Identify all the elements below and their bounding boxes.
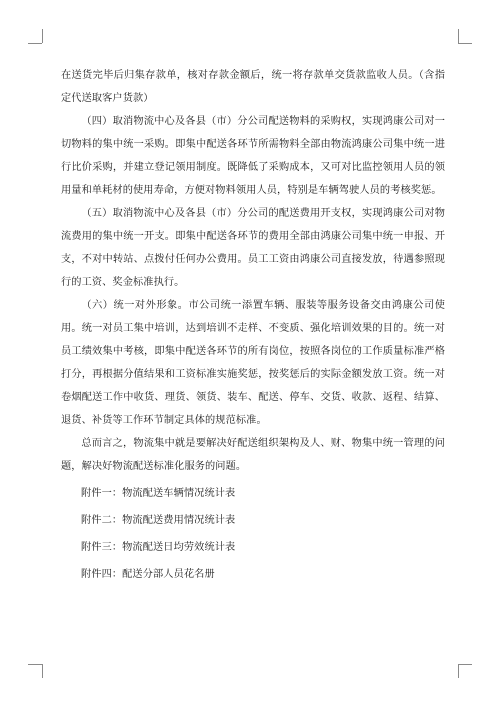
crop-mark-top-right-v (458, 29, 459, 43)
document-body (61, 64, 445, 586)
paragraph-section-five: （五）取消物流中心及各县（市）分公司的配送费用开支权，实现鸿康公司对物流费用的集中统一开支。即集中配送各环节的费用全部由鸿康公司集中统一申报、开支，不对中转站、点拨付任何办公费用。员工工资由鸿康公司直接发放，待遇参照现行的工资、奖金标准执行。 (61, 208, 445, 288)
attachment-item: 附件一：物流配送车辆情况统计表 (81, 488, 236, 499)
crop-mark-top-right-h (458, 43, 472, 44)
attachment-item: 附件二：物流配送费用情况统计表 (81, 515, 236, 526)
paragraph-section-four: （四）取消物流中心及各县（市）分公司配送物料的采购权，实现鸿康公司对一切物料的集中统一采购。即集中配送各环节所需物料全部由物流鸿康公司集中统一进行比价采购，并建立登记领用制度。既降低了采购成本，又可对比监控领用人员的领用量和单耗材的使用寿命，方便对物料领用人员，特别是车辆驾驶人员的考核奖惩。 (61, 116, 445, 196)
crop-mark-bottom-left-h (28, 664, 42, 665)
paragraph-summary: 总而言之，物流集中就是要解决好配送组织架构及人、财、物集中统一管理的问题，解决好物流配送标准化服务的问题。 (61, 438, 445, 472)
crop-mark-bottom-right-h (458, 664, 472, 665)
paragraph-section-six: （六）统一对外形象。市公司统一添置车辆、服装等服务设备交由鸿康公司使用。统一对员工集中培训，达到培训不走样、不变质、强化培训效果的目的。统一对员工绩效集中考核，即集中配送各环节的所有岗位，按照各岗位的工作质量标准严格打分，再根据分值结果和工资标准实施奖惩，按奖惩后的实际金额发放工资。统一对卷烟配送工作中收货、理货、领货、装车、配送、停车、交货、收款、返程、结算、退货、补货等工作环节制定具体的规范标准。 (61, 300, 445, 426)
crop-mark-bottom-left-v (42, 664, 43, 678)
attachment-item: 附件四：配送分部人员花名册 (81, 569, 215, 580)
crop-mark-top-left-h (28, 43, 42, 44)
attachment-item: 附件三：物流配送日均劳效统计表 (81, 542, 236, 553)
crop-mark-bottom-right-v (458, 664, 459, 678)
attachment-list (61, 482, 445, 586)
paragraph-deposit: 在送货完毕后归集存款单，核对存款金额后，统一将存款单交货款监收人员。（含指定代送取客户货款） (61, 70, 445, 104)
crop-mark-top-left-v (42, 29, 43, 43)
